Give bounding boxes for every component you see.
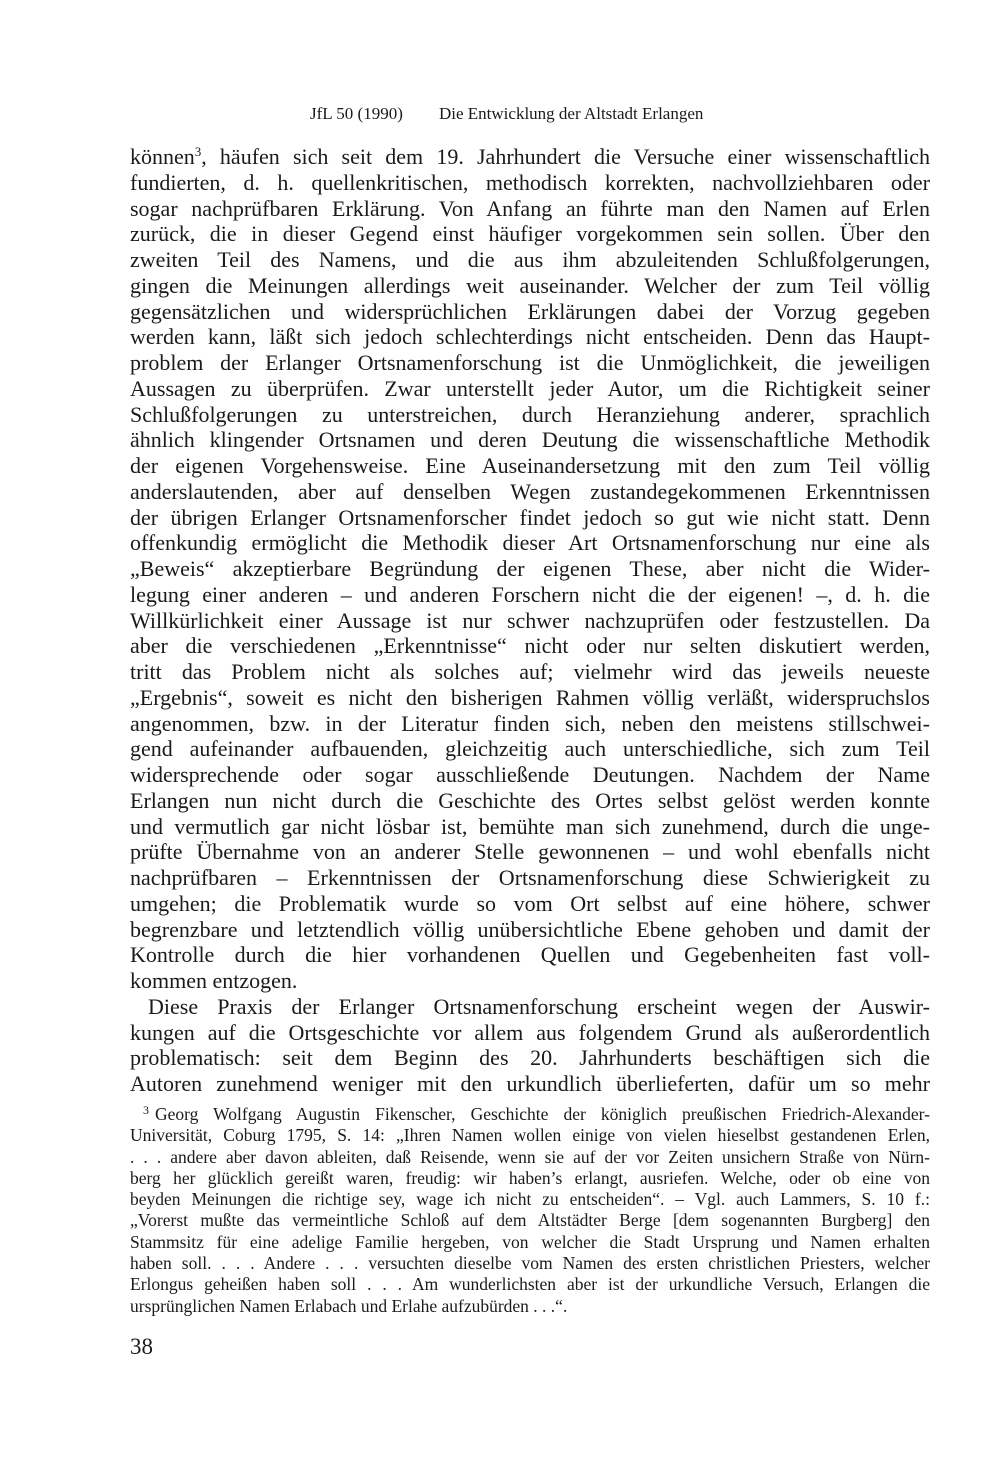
page-number: 38 bbox=[130, 1334, 153, 1359]
text-line: „Ergebnis“, soweit es nicht den bisherigen Rahmen völlig verläßt, widerspruchslos bbox=[130, 684, 930, 710]
text-line: nachprüfbaren – Erkenntnissen der Ortsnamenforschung diese Schwierigkeit zu bbox=[130, 865, 930, 890]
text-line: legung einer anderen – und anderen Forschern nicht die der eigenen! –, d. h. die bbox=[130, 581, 930, 607]
text-line: tritt das Problem nicht als solches auf; vielmehr wird das jeweils neueste bbox=[130, 659, 930, 684]
text-line: Schlußfolgerungen zu unterstreichen, durch Heranziehung anderer, sprachlich bbox=[130, 401, 930, 427]
text-line: sogar nachprüfbaren Erklärung. Von Anfang an führte man den Namen auf Erlen bbox=[130, 195, 930, 221]
footnote bbox=[130, 1104, 930, 1317]
text-line: kommen entzogen. bbox=[130, 968, 298, 993]
footnote-line: Stammsitz für eine adelige Familie hergeben, von welcher die Stadt Ursprung und Namen erhalten bbox=[130, 1231, 930, 1252]
footnote-line: Erlongus geheißen haben soll . . . Am wunderlichsten aber ist der urkundliche Versuch, Erlangen die bbox=[130, 1274, 930, 1295]
text-line: Aussagen zu überprüfen. Zwar unterstellt jeder Autor, um die Richtigkeit seiner bbox=[130, 375, 930, 401]
text-fragment: können bbox=[130, 144, 195, 169]
main-text bbox=[130, 144, 930, 1097]
text-line: werden kann, läßt sich jedoch schlechterdings nicht entscheiden. Denn das Haupt- bbox=[130, 324, 930, 350]
text-line: ähnlich klingender Ortsnamen und deren Deutung die wissenschaftliche Methodik bbox=[130, 427, 930, 453]
text-line: kungen auf die Ortsgeschichte vor allem aus folgendem Grund als außerordentlich bbox=[130, 1019, 930, 1045]
text-line: begrenzbare und letztendlich völlig unübersichtliche Ebene gehoben und damit der bbox=[130, 916, 930, 942]
text-line: Willkürlichkeit einer Aussage ist nur schwer nachzuprüfen oder festzustellen. Da bbox=[130, 607, 930, 633]
text-line: Diese Praxis der Erlanger Ortsnamenforschung erscheint wegen der Auswir- bbox=[148, 993, 930, 1019]
text-line: prüfte Übernahme von an anderer Stelle gewonnenen – und wohl ebenfalls nicht bbox=[130, 839, 930, 865]
text-fragment: , häufen sich seit dem 19. Jahrhundert die Versuche einer wissenschaftlich bbox=[201, 144, 930, 169]
text-line: zweiten Teil des Namens, und die aus ihm abzuleitenden Schlußfolgerungen, bbox=[130, 247, 930, 272]
text-line bbox=[130, 144, 930, 170]
text-line: Kontrolle durch die hier vorhandenen Quellen und Gegebenheiten fast voll- bbox=[130, 942, 930, 968]
footnote-reference: 3 bbox=[194, 144, 202, 159]
text-line: gegensätzlichen und widersprüchlichen Erklärungen dabei der Vorzug gegeben bbox=[130, 298, 930, 324]
text-line: problematisch: seit dem Beginn des 20. Jahrhunderts beschäftigen sich die bbox=[130, 1045, 930, 1071]
text-line: der eigenen Vorgehensweise. Eine Auseinandersetzung mit den zum Teil völlig bbox=[130, 453, 930, 478]
text-fragment: Georg Wolfgang Augustin Fikenscher, Geschichte der königlich preußischen Friedrich-Alexander- bbox=[155, 1104, 930, 1124]
text-line: Autoren zunehmend weniger mit den urkundlich überlieferten, dafür um so mehr bbox=[130, 1071, 930, 1096]
text-line: zurück, die in dieser Gegend einst häufiger vorgekommen sein sollen. Über den bbox=[130, 221, 930, 247]
article-title: Die Entwicklung der Altstadt Erlangen bbox=[439, 104, 704, 123]
text-line: gingen die Meinungen allerdings weit auseinander. Welcher der zum Teil völlig bbox=[130, 272, 930, 298]
text-line: umgehen; die Problematik wurde so vom Ort selbst auf eine höhere, schwer bbox=[130, 890, 930, 916]
text-line: fundierten, d. h. quellenkritischen, methodisch korrekten, nachvollziehbaren oder bbox=[130, 169, 930, 195]
footnote-line: „Vorerst mußte das vermeintliche Schloß auf dem Altstädter Berge [dem sogenannten Burgberg] den bbox=[130, 1210, 930, 1231]
text-line: „Beweis“ akzeptierbare Begründung der eigenen These, aber nicht die Wider- bbox=[130, 556, 930, 581]
text-line: offenkundig ermöglicht die Methodik dieser Art Ortsnamenforschung nur eine als bbox=[130, 530, 930, 556]
text-line: aber die verschiedenen „Erkenntnisse“ nicht oder nur selten diskutiert werden, bbox=[130, 633, 930, 659]
footnote-marker: 3 bbox=[143, 1103, 149, 1117]
footnote-line: . . . andere aber davon ableiten, daß Reisende, wenn sie auf der vor Zeiten unsichern Straße von Nürn- bbox=[130, 1146, 930, 1167]
footnote-line: Universität, Coburg 1795, S. 14: „Ihren Namen wollen einige von vielen hieselbst gestandenen Erlen, bbox=[130, 1125, 930, 1146]
footnote-line: beyden Meinungen die richtige sey, wage ich nicht zu entscheiden“. – Vgl. auch Lammers, S. 10 f.: bbox=[130, 1189, 930, 1210]
text-line: und vermutlich gar nicht lösbar ist, bemühte man sich zunehmend, durch die unge- bbox=[130, 813, 930, 839]
footnote-line: ursprünglichen Namen Erlabach und Erlahe aufzubürden . . .“. bbox=[130, 1295, 568, 1316]
footnote-line: berg her glücklich gereißt waren, freudig: wir haben’s erlangt, ausriefen. Welche, oder ob eine von bbox=[130, 1167, 930, 1188]
text-line: gend aufeinander aufbauenden, gleichzeitig auch unterschiedliche, sich zum Teil bbox=[130, 736, 930, 762]
journal-citation: JfL 50 (1990) bbox=[310, 104, 403, 123]
footnote-line: haben soll. . . . Andere . . . versuchten dieselbe vom Namen des ersten christlichen Priesters, welcher bbox=[130, 1253, 930, 1274]
text-line: widersprechende oder sogar ausschließende Deutungen. Nachdem der Name bbox=[130, 762, 930, 787]
text-line: der übrigen Erlanger Ortsnamenforscher findet jedoch so gut wie nicht statt. Denn bbox=[130, 504, 930, 530]
text-line: Erlangen nun nicht durch die Geschichte des Ortes selbst gelöst werden konnte bbox=[130, 787, 930, 813]
text-line: anderslautenden, aber auf denselben Wegen zustandegekommenen Erkenntnissen bbox=[130, 478, 930, 504]
text-line: angenommen, bzw. in der Literatur finden sich, neben den meistens stillschwei- bbox=[130, 710, 930, 736]
footnote-line bbox=[130, 1104, 930, 1125]
text-line: problem der Erlanger Ortsnamenforschung ist die Unmöglichkeit, die jeweiligen bbox=[130, 350, 930, 375]
